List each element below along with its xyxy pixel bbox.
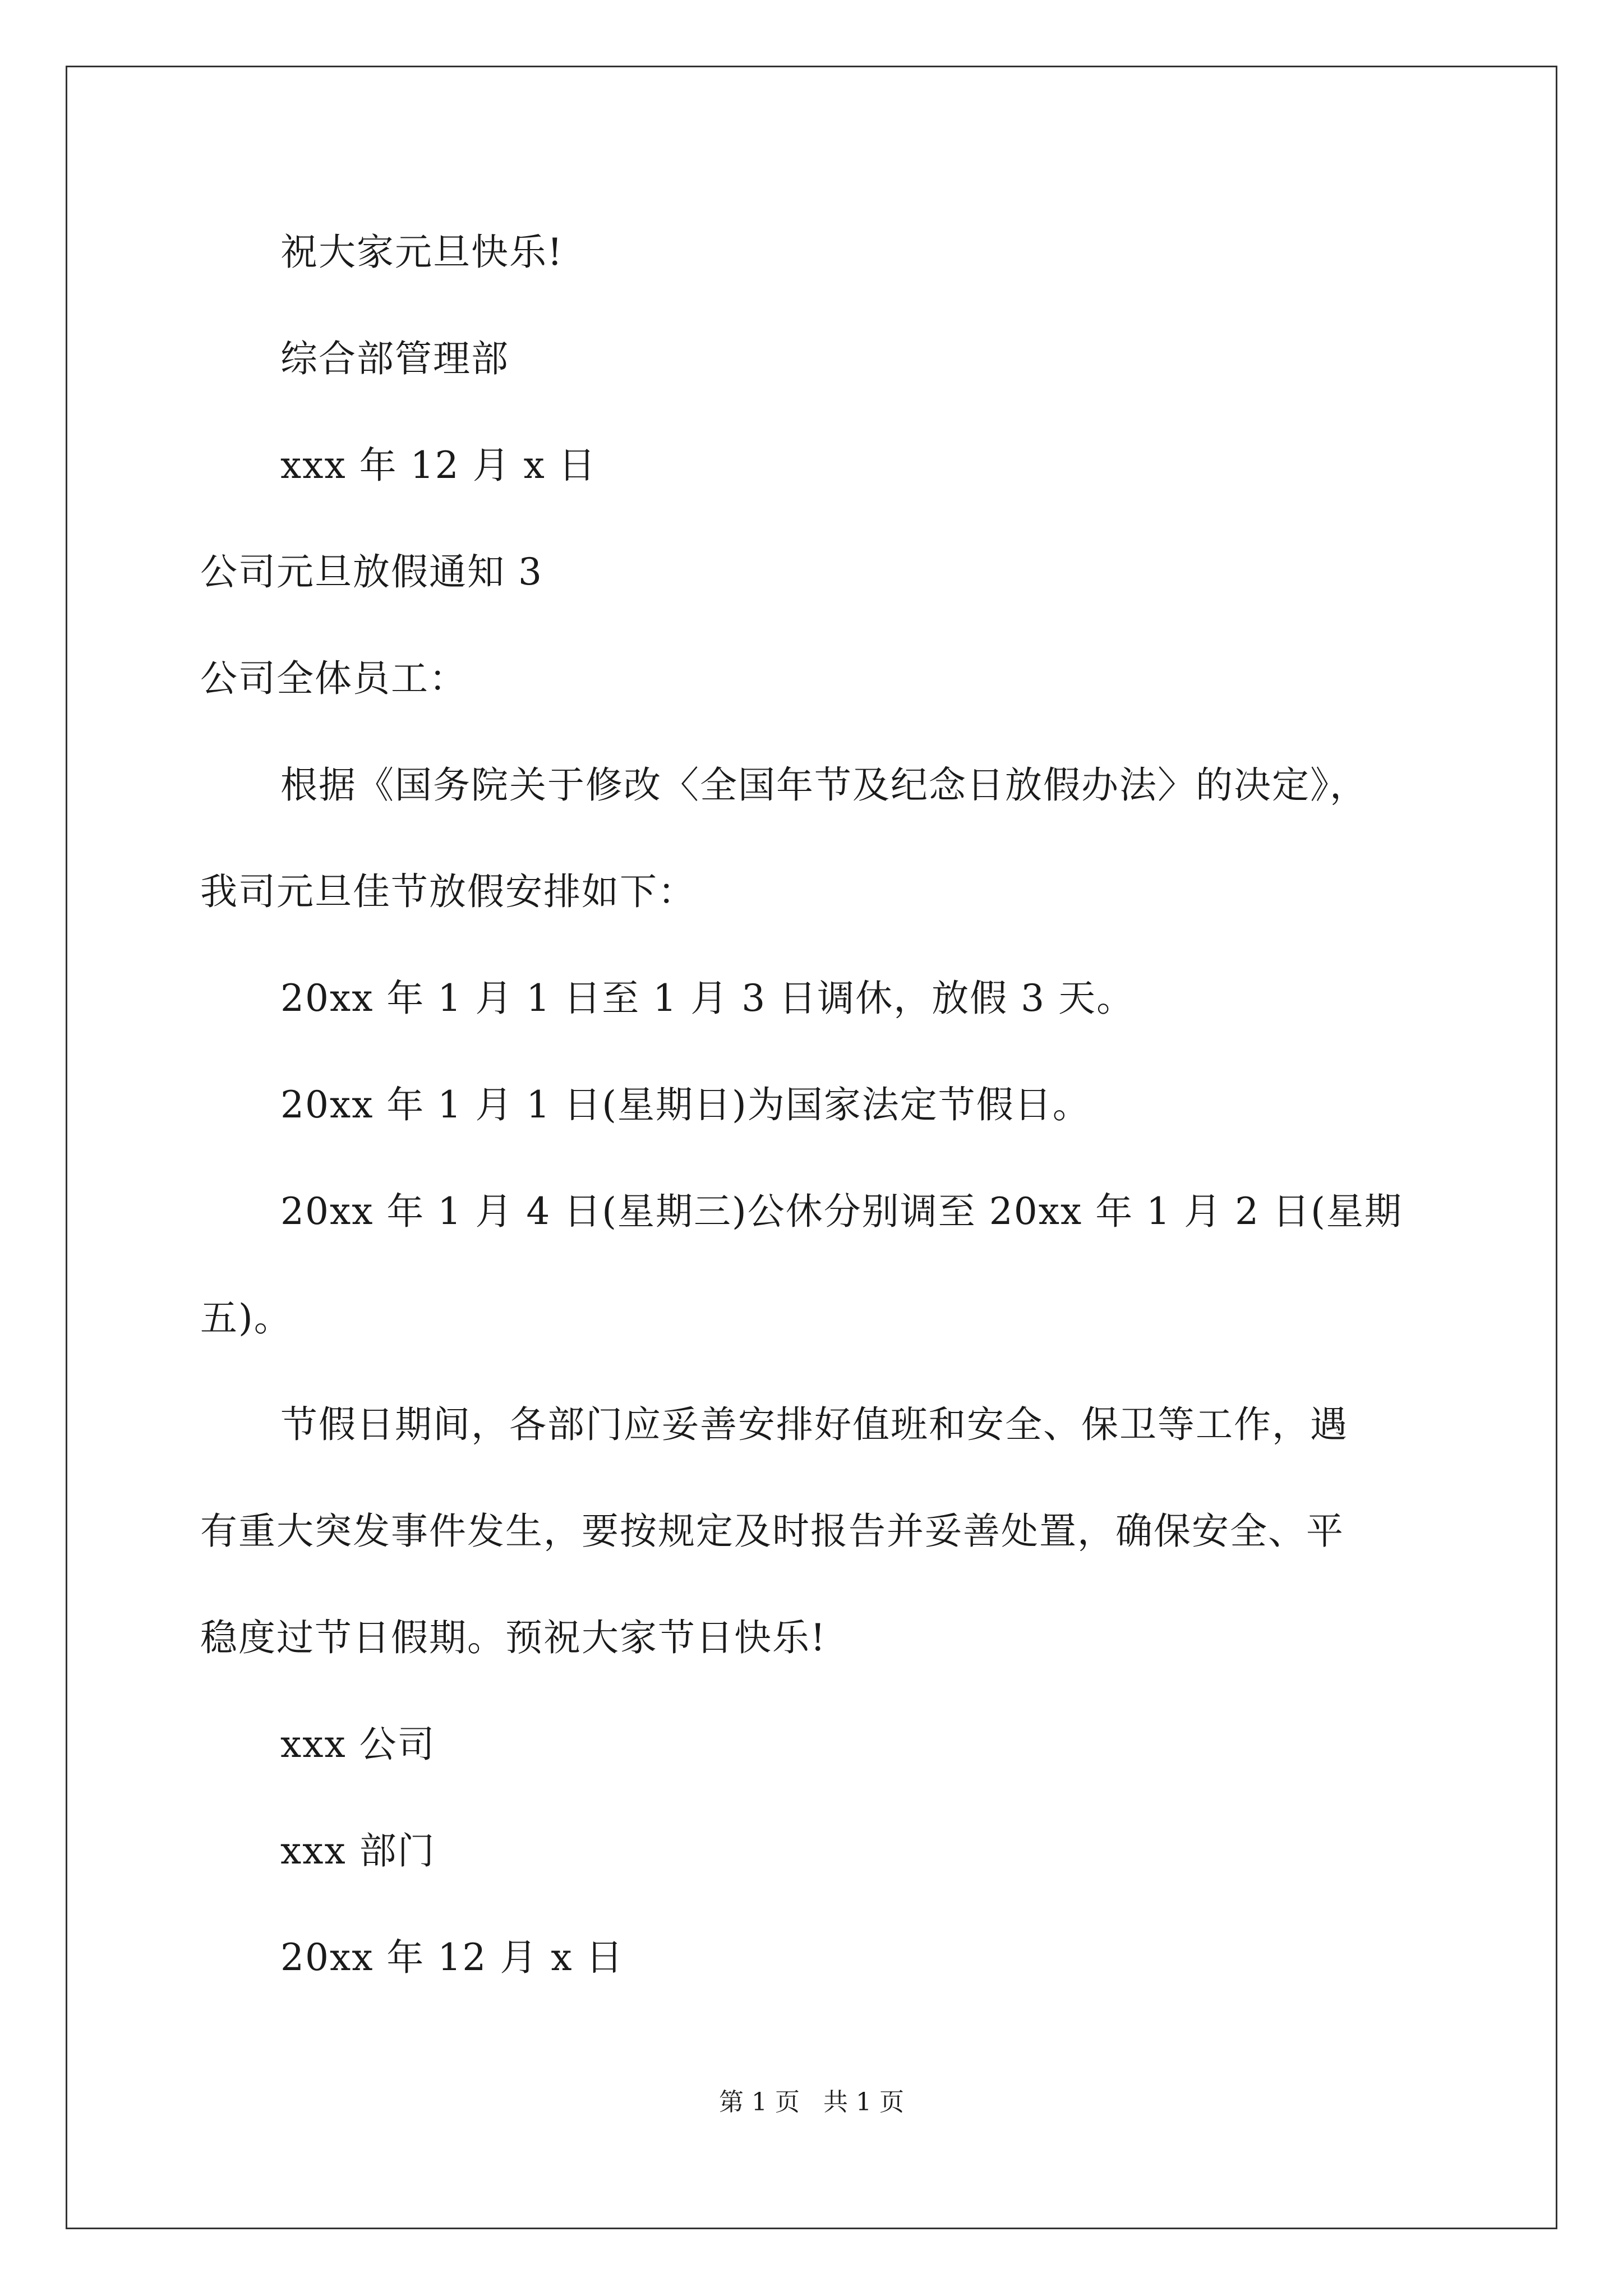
signature-date: 20xx 年 12 月 x 日 [280,1936,624,1979]
page-number-footer: 第 1 页 共 1 页 [719,2088,904,2116]
body-paragraph-line: 我司元旦佳节放假安排如下： [200,870,696,913]
holiday-arrangement-line: 20xx 年 1 月 4 日(星期三)公休分别调至 20xx 年 1 月 2 日(星期 [280,1190,1403,1233]
notice-title: 公司元旦放假通知 3 [200,550,543,593]
holiday-arrangement-line: 五)。 [200,1296,292,1340]
department-signature: xxx 部门 [280,1829,436,1872]
page-border [66,66,1557,2229]
body-paragraph-line: 稳度过节日假期。预祝大家节日快乐! [200,1616,827,1659]
signature-date: xxx 年 12 月 x 日 [280,444,597,487]
holiday-arrangement-line: 20xx 年 1 月 1 日至 1 月 3 日调休，放假 3 天。 [280,977,1135,1020]
department-signature: 综合部管理部 [280,337,509,380]
salutation: 公司全体员工： [200,657,467,700]
body-paragraph-line: 根据《国务院关于修改〈全国年节及纪念日放假办法〉的决定》， [280,763,1368,807]
body-paragraph-line: 有重大突发事件发生，要按规定及时报告并妥善处置，确保安全、平 [200,1510,1344,1553]
body-paragraph-line: 节假日期间，各部门应妥善安排好值班和安全、保卫等工作，遇 [280,1403,1348,1446]
greeting-line: 祝大家元旦快乐! [280,231,564,274]
holiday-arrangement-line: 20xx 年 1 月 1 日(星期日)为国家法定节假日。 [280,1083,1091,1126]
company-signature: xxx 公司 [280,1723,436,1766]
